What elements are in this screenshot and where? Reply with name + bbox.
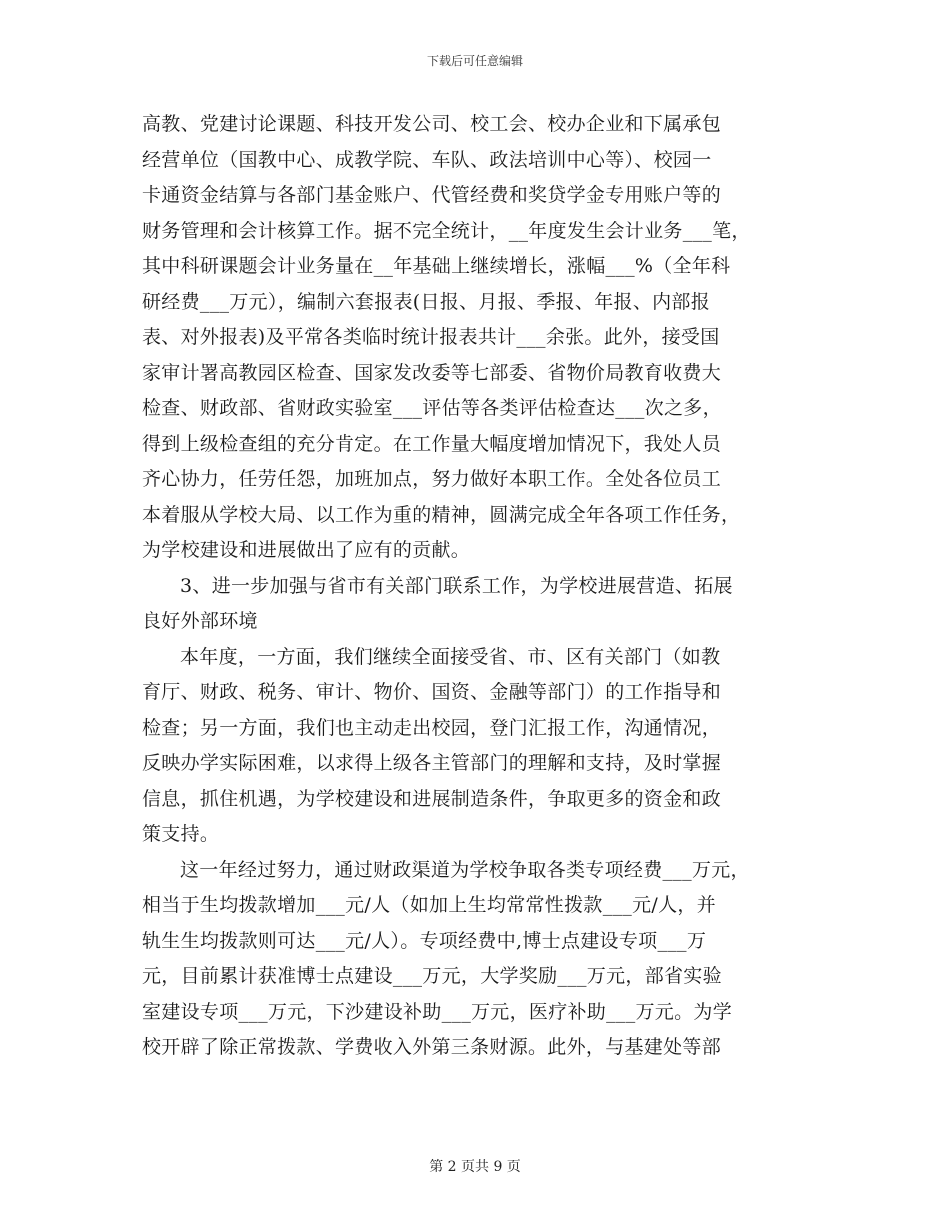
text-line: 本着服从学校大局、以工作为重的精神，圆满完成全年各项工作任务，	[142, 503, 741, 526]
text-line: 校开辟了除正常拨款、学费收入外第三条财源。此外，与基建处等部	[142, 1036, 722, 1058]
text-line: 3、进一步加强与省市有关部门联系工作，为学校进展营造、拓展	[180, 574, 733, 597]
text-line: 为学校建设和进展做出了应有的贡献。	[142, 539, 471, 561]
text-line: 良好外部环境	[142, 610, 258, 632]
page-header: 下载后可任意编辑	[426, 54, 523, 68]
document-body	[142, 107, 807, 1066]
text-line: 研经费___万元），编制六套报表(日报、月报、季报、年报、内部报	[142, 290, 711, 313]
text-line: 策支持。	[142, 823, 220, 845]
text-line: 经营单位（国教中心、成教学院、车队、政法培训中心等）、校园一	[142, 148, 712, 171]
text-line: 高教、党建讨论课题、科技开发公司、校工会、校办企业和下属承包	[142, 113, 722, 135]
page-number: 第 2 页共 9 页	[429, 1159, 521, 1175]
text-line: 家审计署高教园区检查、国家发改委等七部委、省物价局教育收费大	[142, 361, 722, 384]
text-line: 卡通资金结算与各部门基金账户、代管经费和奖贷学金专用账户等的	[142, 184, 722, 206]
text-line: 相当于生均拨款增加___元/人（如加上生均常常性拨款___元/人，并	[142, 894, 717, 916]
text-line: 室建设专项___万元，下沙建设补助___万元，医疗补助___万元。为学	[142, 1000, 733, 1023]
text-line: 反映办学实际困难，以求得上级各主管部门的理解和支持，及时掌握	[142, 752, 722, 774]
text-line: 财务管理和会计核算工作。据不完全统计，__年度发生会计业务___笔，	[142, 219, 751, 242]
text-line: 检查；另一方面，我们也主动走出校园，登门汇报工作，沟通情况，	[142, 716, 722, 739]
text-line: 本年度，一方面，我们继续全面接受省、市、区有关部门（如教	[180, 645, 721, 668]
text-line: 检查、财政部、省财政实验室___评估等各类评估检查达___次之多，	[142, 397, 722, 419]
text-line: 信息，抓住机遇，为学校建设和进展制造条件，争取更多的资金和政	[142, 787, 722, 810]
text-line: 育厅、财政、税务、审计、物价、国资、金融等部门）的工作指导和	[142, 681, 722, 703]
text-line: 轨生生均拨款则可达___元/人）。专项经费中,博士点建设专项___万	[142, 929, 707, 952]
text-line: 得到上级检查组的充分肯定。在工作量大幅度增加情况下，我处人员	[142, 432, 722, 455]
text-line: 元，目前累计获准博士点建设___万元，大学奖励___万元，部省实验	[142, 965, 722, 987]
text-line: 这一年经过努力，通过财政渠道为学校争取各类专项经费___万元，	[180, 858, 750, 881]
text-line: 表、对外报表)及平常各类临时统计报表共计___余张。此外，接受国	[142, 326, 720, 348]
text-line: 齐心协力，任劳任怨，加班加点，努力做好本职工作。全处各位员工	[142, 468, 722, 490]
text-line: 其中科研课题会计业务量在__年基础上继续增长，涨幅___%（全年科	[142, 255, 731, 277]
